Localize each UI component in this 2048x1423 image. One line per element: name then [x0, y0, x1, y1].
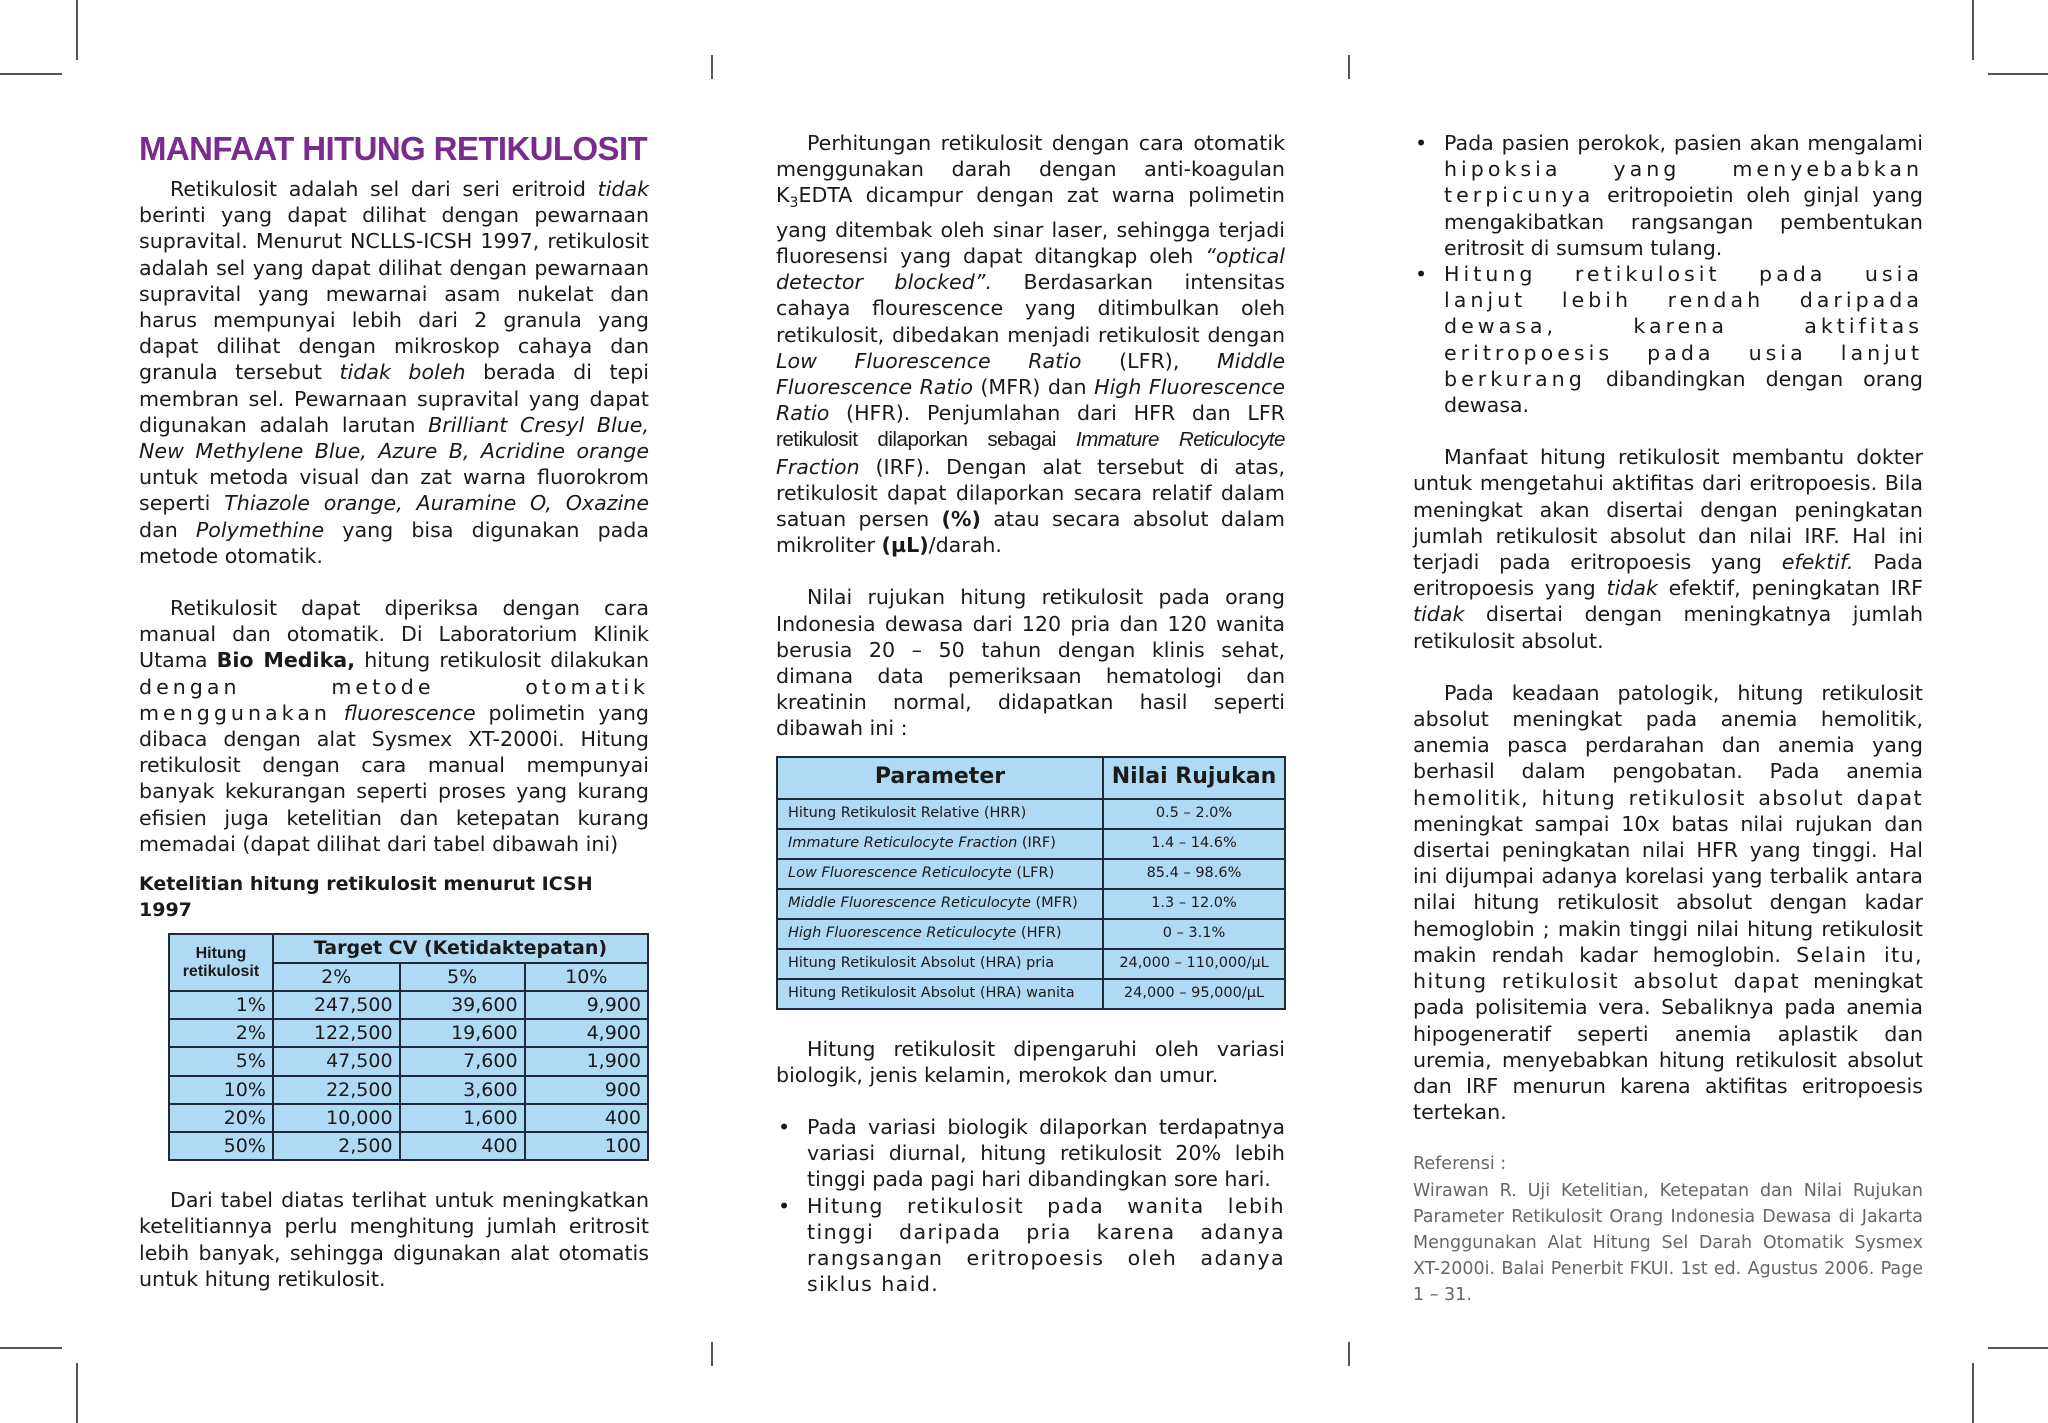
parameter-cell: [777, 979, 1103, 1009]
text-run: Hitung retikulosit pada wanita lebih tinggi daripada pria karena adanya rangsangan eritropoesis oleh adanya siklus haid.: [807, 1193, 1285, 1297]
cv-row-label: 1%: [169, 991, 273, 1019]
text-run: Brilliant Cresyl Blue, New Methylene Blue, Azure B, Acridine orange: [139, 412, 649, 464]
text-run: Manfaat hitung retikulosit membantu dokter untuk mengetahui aktifitas dari eritropoesis. Bila meningkat akan disertai dengan peningkatan jumlah retikulosit absolut dan nilai IRF. Hal ini terjadi pada eritropoesis yang: [1413, 445, 1923, 575]
text-run: “optical detector blocked”.: [776, 243, 1285, 295]
parameter-cell: [777, 919, 1103, 949]
text-run: EDTA dicampur dengan zat warna polimetin yang ditembak oleh sinar laser, sehingga terjadi fluoresensi yang dapat ditangkap oleh: [776, 183, 1285, 268]
crop-mark: [1348, 1342, 1350, 1366]
cv-row-label: 2%: [169, 1019, 273, 1047]
text-run: yang bisa digunakan pada metode otomatik.: [139, 517, 649, 568]
text-run: Pada variasi biologik dilaporkan terdapatnya variasi diurnal, hitung retikulosit 20% lebih tinggi pada pagi hari dibandingkan sore hari.: [807, 1114, 1285, 1192]
text-run: Immature Reticulocyte Fraction: [788, 835, 1018, 852]
table-row: [777, 919, 1285, 949]
crop-mark: [711, 55, 713, 79]
table-row: [777, 979, 1285, 1009]
cv-cell: 7,600: [400, 1047, 525, 1075]
cv-cell: 400: [400, 1132, 525, 1160]
text-run: disertai dengan meningkatnya jumlah retikulosit absolut.: [1413, 602, 1923, 653]
cv-cell: 3,600: [400, 1076, 525, 1104]
parameter-cell: [777, 949, 1103, 979]
text-run: polimetin yang dibaca dengan alat Sysmex XT-2000i. Hitung retikulosit dengan cara manual mempunyai banyak kekurangan seperti proses yang kurang efisien juga ketelitian dan ketepatan kurang memadai (dapat dilihat dari tabel dibawah ini): [139, 700, 649, 856]
bullet-list: [776, 1114, 1285, 1297]
crop-mark: [1972, 0, 1974, 60]
text-run: Pada pasien perokok, pasien akan mengalami: [1444, 131, 1923, 155]
cv-cell: 400: [525, 1104, 648, 1132]
text-run: Perhitungan retikulosit dengan cara otomatik menggunakan darah dengan anti-koagulan K: [776, 131, 1285, 208]
text-run: dan: [139, 517, 196, 542]
table-row: [169, 1076, 648, 1104]
text-run: Low Fluorescence Ratio: [776, 348, 1082, 373]
text-run: hemolitik, hitung retikulosit absolut dapat: [1413, 785, 1923, 810]
cv-cell: 22,500: [273, 1076, 400, 1104]
cv-cell: 19,600: [400, 1019, 525, 1047]
text-run: Retikulosit adalah sel dari seri eritroid: [170, 177, 598, 201]
cv-cell: 1,900: [525, 1047, 648, 1075]
text-run: 3: [789, 195, 799, 212]
text-run: dibandingkan dengan orang dewasa.: [1444, 366, 1923, 418]
list-item: [1413, 130, 1923, 261]
text-run: High Fluorescence Reticulocyte: [788, 925, 1017, 942]
text-run: hipoksia yang menyebabkan terpicunya: [1444, 157, 1923, 208]
text-run: Dari tabel diatas terlihat untuk meningkatkan ketelitiannya perlu menghitung jumlah eritrosit lebih banyak, sehingga digunakan alat otomatis untuk hitung retikulosit.: [139, 1188, 649, 1291]
text-run: Polymethine: [195, 517, 325, 542]
cv-cell: 10,000: [273, 1104, 400, 1132]
text-run: tidak: [597, 177, 649, 201]
text-run: (IRF): [1017, 835, 1056, 852]
text-run: (LFR): [1011, 865, 1055, 882]
text-run: eritropoietin oleh ginjal yang mengakibatkan rangsangan pembentukan eritrosit di sumsum tulang.: [1444, 183, 1923, 260]
text-run: atau secara absolut dalam mikroliter: [776, 506, 1285, 558]
cv-row-label: 20%: [169, 1104, 273, 1132]
text-run: tidak: [1606, 576, 1658, 601]
crop-mark: [76, 0, 78, 60]
paragraph: [776, 1036, 1285, 1088]
paragraph: [139, 176, 649, 569]
parameter-cell: [777, 859, 1103, 889]
paragraph: [139, 595, 649, 857]
cv-row-header: Hitung retikulosit: [169, 934, 273, 990]
text-run: meningkat pada polisitemia vera. Sebaliknya pada anemia hipogeneratif seperti anemia aplastik dan uremia, menyebabkan hitung retikulosit absolut dan IRF menurun karena aktifitas eritropoesis tertekan.: [1413, 969, 1924, 1125]
cv-row-label: 50%: [169, 1132, 273, 1160]
paragraph: [1413, 680, 1923, 1125]
text-run: (IRF). Dengan alat tersebut di atas, retikulosit dapat dilaporkan secara relatif dalam satuan persen: [776, 454, 1285, 531]
paragraph: [1413, 444, 1923, 654]
text-run: Immature Reticulocyte: [1075, 428, 1285, 452]
parameter-cell: [777, 889, 1103, 919]
text-run: Bio Medika,: [216, 648, 356, 673]
crop-mark: [1972, 1363, 1974, 1423]
text-run: Selain itu, hitung retikulosit absolut dapat: [1413, 942, 1924, 994]
paragraph: [776, 584, 1285, 741]
list-item: [1413, 261, 1923, 418]
parameter-cell: [777, 799, 1103, 829]
crop-mark: [0, 73, 62, 75]
reference-table: [776, 756, 1286, 1010]
text-run: Thiazole orange, Auramine O, Oxazine: [224, 491, 649, 516]
reference-table-header-value: Nilai Rujukan: [1103, 757, 1285, 799]
cv-target-header: 2%: [273, 963, 400, 991]
text-run: tidak: [1413, 602, 1465, 627]
bullet-list: [1413, 130, 1923, 418]
value-cell: 1.4 – 14.6%: [1103, 829, 1285, 859]
table-row: [777, 799, 1285, 829]
cv-row-label: 10%: [169, 1076, 273, 1104]
value-cell: 85.4 – 98.6%: [1103, 859, 1285, 889]
text-run: Middle Fluorescence Reticulocyte: [788, 895, 1031, 912]
text-run: /darah.: [928, 533, 1002, 558]
text-run: tidak boleh: [339, 360, 466, 385]
text-run: Pada eritropoesis yang: [1413, 550, 1923, 601]
cv-cell: 1,600: [400, 1104, 525, 1132]
text-run: (MFR): [1030, 895, 1078, 912]
cv-row-label: 5%: [169, 1047, 273, 1075]
text-run: Middle Fluorescence Ratio: [776, 348, 1285, 399]
table-row: [777, 859, 1285, 889]
cv-cell: 900: [525, 1076, 648, 1104]
column-1: [139, 130, 649, 1292]
reference-table-header-parameter: Parameter: [777, 757, 1103, 799]
reference-text: Wirawan R. Uji Ketelitian, Ketepatan dan Nilai Rujukan Parameter Retikulosit Orang Indonesia Dewasa di Jakarta Menggunakan Alat Hitung Sel Darah Otomatik Sysmex XT-2000i. Balai Penerbit FKUI. 1st ed. Agustus 2006. Page 1 – 31.: [1413, 1180, 1923, 1306]
cv-cell: 100: [525, 1132, 648, 1160]
text-run: Low Fluorescence Reticulocyte: [788, 865, 1012, 882]
text-run: untuk metoda visual dan zat warna fluorokrom seperti: [139, 465, 649, 516]
parameter-cell: [777, 829, 1103, 859]
cv-table: [168, 933, 649, 1161]
value-cell: 0.5 – 2.0%: [1103, 799, 1285, 829]
text-run: retikulosit dilaporkan sebagai: [776, 428, 1076, 452]
text-run: efektif, peningkatan IRF: [1657, 576, 1923, 601]
value-cell: 0 – 3.1%: [1103, 919, 1285, 949]
page-title: MANFAAT HITUNG RETIKULOSIT: [139, 130, 648, 167]
text-run: Hitung Retikulosit Absolut (HRA) wanita: [788, 985, 1075, 1002]
text-run: berinti yang dapat dilihat dengan pewarnaan supravital. Menurut NCLLS-ICSH 1997, retikulosit adalah sel yang dapat dilihat dengan pewarnaan supravital yang mewarnai asam nukelat dan harus mempunyai lebih dari 2 granula yang dapat dilihat dengan mikroskop cahaya dan granula tersebut: [139, 203, 649, 385]
table-caption: Ketelitian hitung retikulosit menurut ICSH 1997: [139, 873, 593, 922]
crop-mark: [1988, 1347, 2048, 1349]
cv-target-header: 10%: [525, 963, 648, 991]
table-row: [169, 991, 648, 1019]
text-run: (HFR): [1016, 925, 1062, 942]
text-run: Hitung Retikulosit Relative (HRR): [788, 805, 1027, 822]
text-run: (MFR) dan: [972, 374, 1095, 399]
text-run: Hitung retikulosit pada usia lanjut lebih rendah daripada dewasa, karena aktifitas eritropoesis pada usia lanjut berkurang: [1444, 262, 1923, 391]
crop-mark: [76, 1363, 78, 1423]
text-run: meningkat sampai 10x batas nilai rujukan dan disertai peningkatan nilai HFR yang tinggi. Hal ini dijumpai adanya korelasi yang terbalik antara nilai hitung retikulosit absolut dengan kadar hemoglobin ; makin tinggi nilai hitung retikulosit makin rendah kadar hemoglobin.: [1413, 811, 1923, 967]
cv-cell: 247,500: [273, 991, 400, 1019]
cv-cell: 2,500: [273, 1132, 400, 1160]
cv-group-header: Target CV (Ketidaktepatan): [273, 934, 648, 962]
paragraph: [776, 130, 1285, 558]
crop-mark: [711, 1342, 713, 1366]
list-item: [776, 1193, 1285, 1298]
column-2: [776, 130, 1285, 1297]
reference-section: [1413, 1151, 1923, 1308]
text-run: Nilai rujukan hitung retikulosit pada orang Indonesia dewasa dari 120 pria dan 120 wanita berusia 20 – 50 tahun dengan klinis sehat, dimana data pemeriksaan hematologi dan kreatinin normal, didapatkan hasil seperti dibawah ini :: [776, 585, 1285, 741]
text-run: Fraction: [776, 454, 860, 479]
table-row: [169, 1132, 648, 1160]
crop-mark: [1348, 55, 1350, 79]
text-run: Hitung Retikulosit Absolut (HRA) pria: [788, 955, 1055, 972]
table-row: [777, 829, 1285, 859]
table-row: [169, 1019, 648, 1047]
cv-cell: 122,500: [273, 1019, 400, 1047]
text-run: (µL): [881, 533, 929, 558]
table-row: [777, 889, 1285, 919]
value-cell: 1.3 – 12.0%: [1103, 889, 1285, 919]
table-row: [777, 949, 1285, 979]
text-run: efektif.: [1781, 550, 1854, 575]
crop-mark: [1988, 73, 2048, 75]
crop-mark: [0, 1347, 62, 1349]
cv-target-header: 5%: [400, 963, 525, 991]
text-run: Hitung retikulosit dipengaruhi oleh variasi biologik, jenis kelamin, merokok dan umur.: [776, 1036, 1285, 1087]
text-run: Retikulosit dapat diperiksa dengan cara manual dan otomatik. Di Laboratorium Klinik Utama: [139, 596, 649, 673]
text-run: dengan metode otomatik menggunakan: [139, 674, 649, 725]
cv-cell: 39,600: [400, 991, 525, 1019]
text-run: (%): [941, 506, 981, 531]
text-run: (HFR). Penjumlahan dari HFR dan LFR: [829, 401, 1285, 426]
table-row: [169, 1047, 648, 1075]
cv-cell: 4,900: [525, 1019, 648, 1047]
paragraph: [139, 1187, 649, 1292]
value-cell: 24,000 – 110,000/µL: [1103, 949, 1285, 979]
text-run: High Fluorescence Ratio: [776, 374, 1286, 426]
text-run: berada di tepi membran sel. Pewarnaan supravital yang dapat digunakan adalah larutan: [139, 360, 649, 437]
list-item: [776, 1114, 1285, 1193]
text-run: fluorescence: [343, 700, 476, 725]
table-row: [169, 1104, 648, 1132]
text-run: hitung retikulosit dilakukan: [355, 648, 649, 673]
text-run: (LFR),: [1081, 348, 1217, 373]
reference-label: Referensi :: [1413, 1154, 1507, 1175]
text-run: Pada keadaan patologik, hitung retikulosit absolut meningkat pada anemia hemolitik, anemia pasca perdarahan dan anemia yang berhasil dalam pengobatan. Pada anemia: [1413, 680, 1923, 784]
column-3: [1413, 130, 1923, 1309]
value-cell: 24,000 – 95,000/µL: [1103, 979, 1285, 1009]
text-run: Berdasarkan intensitas cahaya flourescence yang ditimbulkan oleh retikulosit, dibedakan menjadi retikulosit dengan: [776, 270, 1285, 347]
cv-cell: 9,900: [525, 991, 648, 1019]
text-run: [331, 701, 344, 725]
cv-cell: 47,500: [273, 1047, 400, 1075]
